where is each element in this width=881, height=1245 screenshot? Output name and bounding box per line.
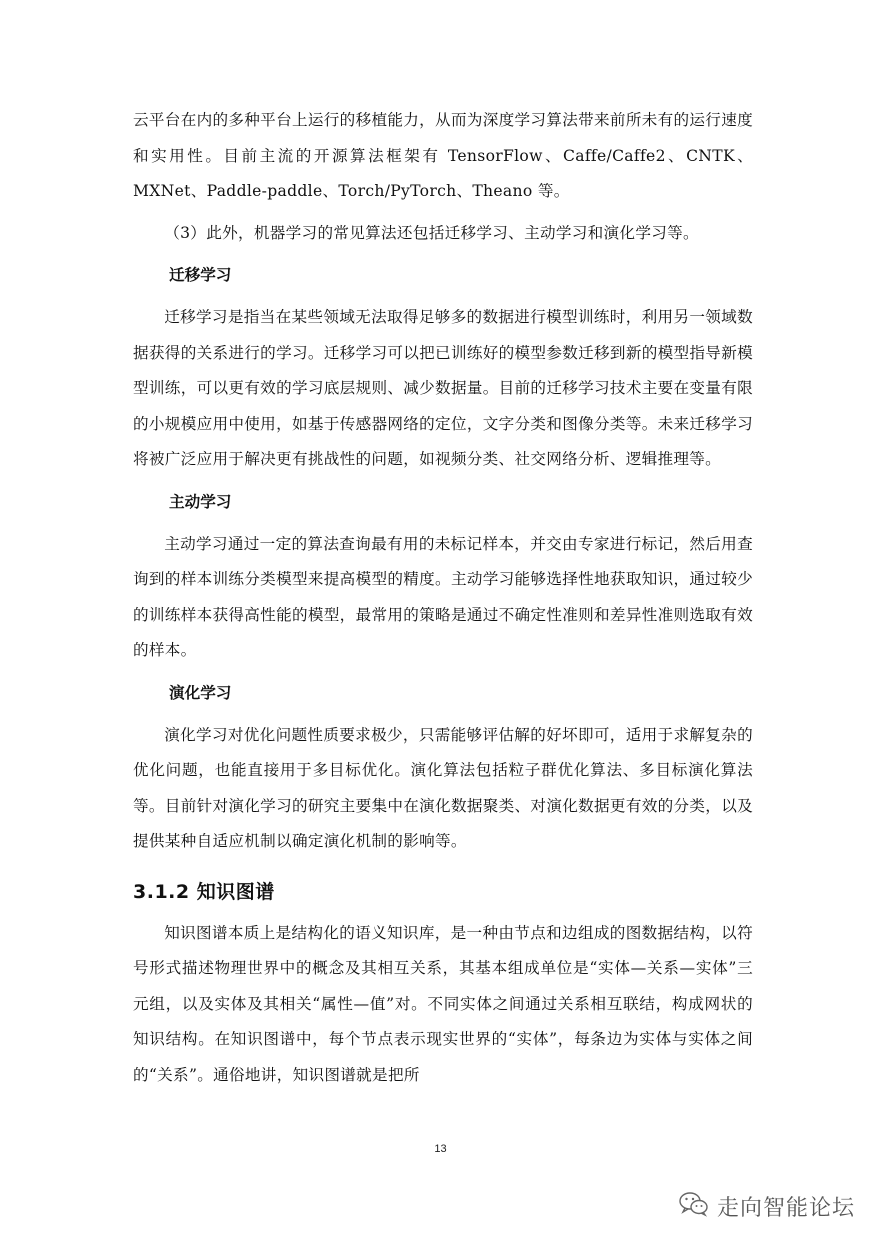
heading-transfer-learning: 迁移学习 xyxy=(169,266,232,284)
watermark xyxy=(679,1190,855,1222)
paragraph-other-algorithms: （3）此外，机器学习的常见算法还包括迁移学习、主动学习和演化学习等。 xyxy=(164,223,699,242)
wechat-icon xyxy=(679,1191,709,1221)
heading-evolutionary-learning: 演化学习 xyxy=(169,683,232,702)
paragraph-active-learning: 主动学习通过一定的算法查询最有用的未标记样本，并交由专家进行标记，然后用查询到的样本训练分类模型来提高模型的精度。主动学习能够选择性地获取知识，通过较少的训练样本获得高性能的模型，最常用的策略是通过不确定性准则和差异性准则选取有效的样本。 xyxy=(133,534,753,659)
paragraph-knowledge-graph: 知识图谱本质上是结构化的语义知识库，是一种由节点和边组成的图数据结构，以符号形式描述物理世界中的概念及其相互关系，其基本组成单位是“实体—关系—实体”三元组，以及实体及其相关“属性—值”对。不同实体之间通过关系相互联结，构成网状的知识结构。在知识图谱中，每个节点表示现实世界的“实体”，每条边为实体与实体之间的“关系”。通俗地讲，知识图谱就是把所 xyxy=(133,923,753,1084)
paragraph-transfer-learning: 迁移学习是指当在某些领域无法取得足够多的数据进行模型训练时，利用另一领域数据获得的关系进行的学习。迁移学习可以把已训练好的模型参数迁移到新的模型指导新模型训练，可以更有效的学习底层规则、减少数据量。目前的迁移学习技术主要在变量有限的小规模应用中使用，如基于传感器网络的定位，文字分类和图像分类等。未来迁移学习将被广泛应用于解决更有挑战性的问题，如视频分类、社交网络分析、逻辑推理等。 xyxy=(133,308,753,468)
page-number: 13 xyxy=(434,1143,447,1155)
paragraph-frameworks: 云平台在内的多种平台上运行的移植能力，从而为深度学习算法带来前所未有的运行速度和实用性。目前主流的开源算法框架有 TensorFlow、Caffe/Caffe2、CNTK、MXNet、Paddle-paddle、Torch/PyTorch、Theano 等。 xyxy=(133,111,753,200)
page-content xyxy=(133,103,753,1093)
heading-active-learning: 主动学习 xyxy=(169,492,232,511)
paragraph-evolutionary-learning: 演化学习对优化问题性质要求极少，只需能够评估解的好坏即可，适用于求解复杂的优化问题，也能直接用于多目标优化。演化算法包括粒子群优化算法、多目标演化算法等。目前针对演化学习的研究主要集中在演化数据聚类、对演化数据更有效的分类，以及提供某种自适应机制以确定演化机制的影响等。 xyxy=(133,725,753,850)
watermark-text: 走向智能论坛 xyxy=(716,1195,855,1221)
section-title-knowledge-graph: 3.1.2 知识图谱 xyxy=(133,880,275,903)
